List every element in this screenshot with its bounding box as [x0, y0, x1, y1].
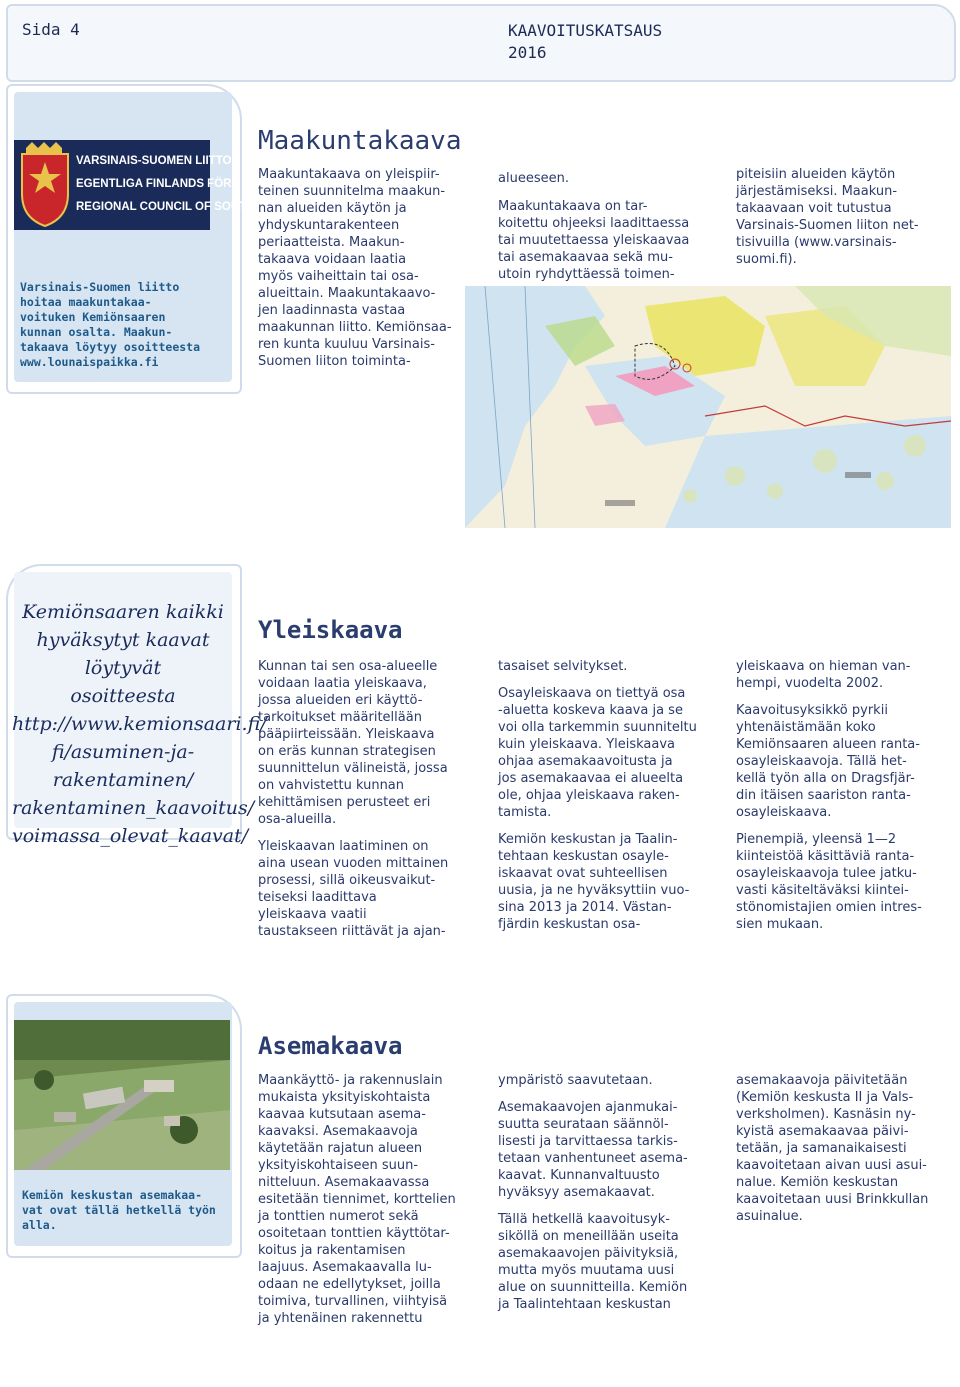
yleis-col3 [736, 658, 948, 943]
asema-col2 [498, 1072, 718, 1323]
logo-text-line1: VARSINAIS-SUOMEN LIITTO [76, 155, 232, 167]
maakunta-col2b: Maakuntakaava on tar- koitettu ohjeeksi laadittaessa tai muutettaessa yleiskaavaa tai asemakaavaa sekä mu- utoin ryhdyttäessä toimen- [498, 199, 690, 282]
maakunta-col2: alueeseen. [498, 171, 569, 186]
logo-text-line2: EGENTLIGA FINLANDS FÖRB [76, 178, 240, 190]
maakunta-title: Maakuntakaava [258, 126, 462, 156]
asema-col2-p2: Asemakaavojen ajanmukai- suutta seurataan säännöl- lisesti ja tarvittaessa tarkis- tetaan vanhentuneet asema- kaavat. Kunnanvaltuusto hyväksyy asemakaavat. [498, 1100, 688, 1200]
asema-col1: Maankäyttö- ja rakennuslain mukaista yksityiskohtaista kaavaa kutsutaan asema- kaavaksi. Asemakaavoja käytetään rajatun alueen yksityiskohtaiseen suun- nitteluun. Asemakaavassa esitetään tiennimet, korttelien ja tonttien numerot sekä osoitetaan tonttien käyttötar- koitus ja rakentamisen laajuus. Asemakaavalla lu- odaan ne edellytykset, joilla toimiva, turvallinen, viihtyisä ja yhtenäinen rakennettu [258, 1073, 456, 1326]
yleis-link-text[interactable]: Kemiönsaaren kaikki hyväksytyt kaavat löytyvät osoitteesta http://www.kemionsaari.fi/ fi/asuminen-ja- rakentaminen/ rakentaminen_kaavoitus/ voimassa_olevat_kaavat/ [12, 601, 267, 847]
asema-caption: Kemiön keskustan asemakaa- vat ovat tällä hetkellä työn alla. [22, 1188, 216, 1232]
maakuntakaava-map [465, 286, 951, 528]
map-illustration [465, 286, 951, 528]
asema-col2-p1: ympäristö saavutetaan. [498, 1073, 653, 1088]
doc-title-line2: 2016 [508, 43, 547, 62]
yleis-col2-p3: Kemiön keskustan ja Taalin- tehtaan keskustan osayle- iskaavat ovat suhteellisen uusia, ja ne hyväksyttiin vuo- sina 2013 ja 2014. Västan- fjärdin keskustan osa- [498, 832, 690, 932]
logo-text-line3: REGIONAL COUNCIL OF SOUT [76, 201, 247, 213]
logo-text [76, 150, 246, 219]
yleis-col1-p1: Kunnan tai sen osa-alueelle voidaan laatia yleiskaava, jossa alueiden eri käyttö- tarkoitukset määritellään pääpiirteissään. Yleiskaava on eräs kunnan strategisen suunnittelun välineistä, jossa on vahvistettu kunnan kehittämisen perusteet eri osa-alueilla. [258, 659, 448, 827]
doc-title [508, 20, 662, 64]
varsinais-suomi-logo [14, 140, 247, 230]
yleis-col2 [498, 658, 718, 943]
doc-title-line1: KAAVOITUSKATSAUS [508, 21, 663, 40]
yleis-col1 [258, 658, 478, 950]
maakunta-sidebar-text: Varsinais-Suomen liitto hoitaa maakuntakaa- voituken Kemiönsaaren kunnan osalta. Maakun- takaava löytyy osoitteesta www.lounaispaikka.fi [20, 280, 201, 369]
page-number: Sida 4 [22, 20, 80, 39]
yleis-col2-p1: tasaiset selvitykset. [498, 659, 628, 674]
yleis-col3-p3: Pienempiä, yleensä 1—2 kiinteistöä käsittäviä ranta- osayleiskaavoja tulee jatku- vasti käsiteltäväksi kiintei- stönomistajien omien intres- sien mukaan. [736, 832, 922, 932]
aerial-photo-illustration [14, 1020, 230, 1170]
asema-title: Asemakaava [258, 1032, 403, 1060]
maakunta-col1: Maakuntakaava on yleispiir- teinen suunnitelma maakun- nan alueiden käytön ja yhdyskuntarakenteen periaatteista. Maakun- takaava voidaan laatia myös vaiheittain tai osa- alueittain. Maakuntakaavo- jen laadinnasta vastaa maakunnan liitto. Kemiönsaa- ren kunta kuuluu Varsinais- Suomen liiton toiminta- [258, 167, 452, 369]
header-frame [6, 4, 956, 82]
yleis-col2-p2: Osayleiskaava on tiettyä osa -aluetta koskeva kaava ja se voi olla tarkemmin suunniteltu kuin yleiskaava. Yleiskaava ohjaa asemakaavoitusta ja jos asemakaavaa ei alueelta ole, ohjaa yleiskaava raken- tamista. [498, 686, 697, 820]
yleis-col3-p1: yleiskaava on hieman van- hempi, vuodelta 2002. [736, 659, 911, 691]
yleis-title: Yleiskaava [258, 616, 403, 644]
asema-col2-p3: Tällä hetkellä kaavoitusyk- siköllä on meneillään useita asemakaavojen päivityksiä, mutta myös muutama uusi alue on suunnitteilla. Kemiön ja Taalintehtaan keskustan [498, 1212, 688, 1312]
asema-col3: asemakaavoja päivitetään (Kemiön keskusta II ja Vals- verksholmen). Kasnäsin ny- kyistä asemakaavaa päivi- tetään, ja samanaikaisesti kaavoitetaan aivan uusi asui- nalue. Kemiön keskustan kaavoitetaan uusi Brinkkullan asuinalue. [736, 1073, 929, 1224]
yleis-col1-p2: Yleiskaavan laatiminen on aina usean vuoden mittainen prosessi, sillä oikeusvaikut- teiseksi laadittava yleiskaava vaatii taustakseen riittävät ja ajan- [258, 839, 449, 939]
maakunta-col3: piteisiin alueiden käytön järjestämiseksi. Maakun- takaavaan voit tutustua Varsinais-Suomen liiton net- tisivuilla (www.varsinais- suomi.fi). [736, 167, 919, 267]
aerial-photo [14, 1020, 230, 1170]
yleis-col3-p2: Kaavoitusyksikkö pyrkii yhtenäistämään koko Kemiönsaaren alueen ranta- osayleiskaavoja. Tällä het- kellä työn alla on Dragsfjär- din itäisen saariston ranta- osayleiskaava. [736, 703, 920, 820]
